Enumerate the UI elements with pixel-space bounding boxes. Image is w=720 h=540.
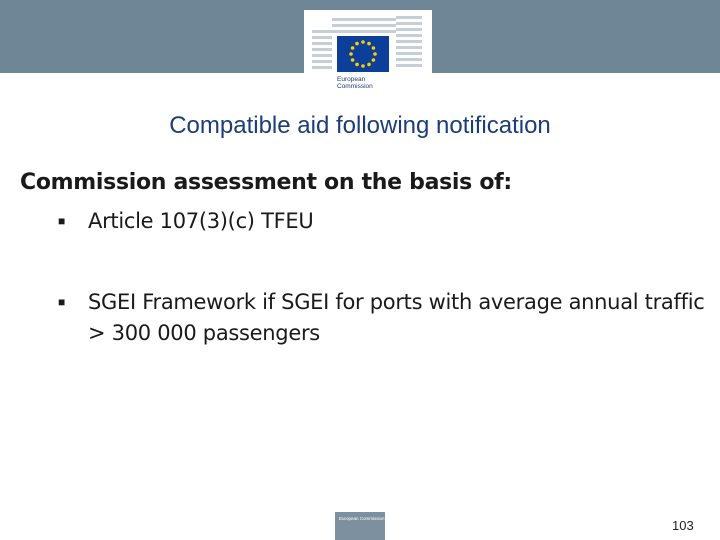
bullet-marker-1: ■ — [58, 214, 66, 228]
footer-logo — [335, 512, 385, 540]
european-commission-logo — [304, 10, 432, 96]
slide-title: Compatible aid following notification — [169, 112, 551, 139]
page-number: 103 — [672, 518, 694, 533]
bullet-marker-2: ■ — [58, 295, 66, 309]
bullet-item-1: Article 107(3)(c) TFEU — [88, 209, 314, 233]
logo-text-line1: European — [337, 76, 366, 83]
logo-text-line2: Commission — [337, 83, 373, 90]
bullet-item-2: SGEI Framework if SGEI for ports with average annual traffic > 300 000 passengers — [88, 290, 705, 345]
lead-text: Commission assessment on the basis of: — [20, 170, 512, 195]
logo-text — [337, 76, 373, 90]
commission-building-icon — [304, 10, 432, 76]
footer-logo-text: European Commission — [339, 516, 385, 521]
